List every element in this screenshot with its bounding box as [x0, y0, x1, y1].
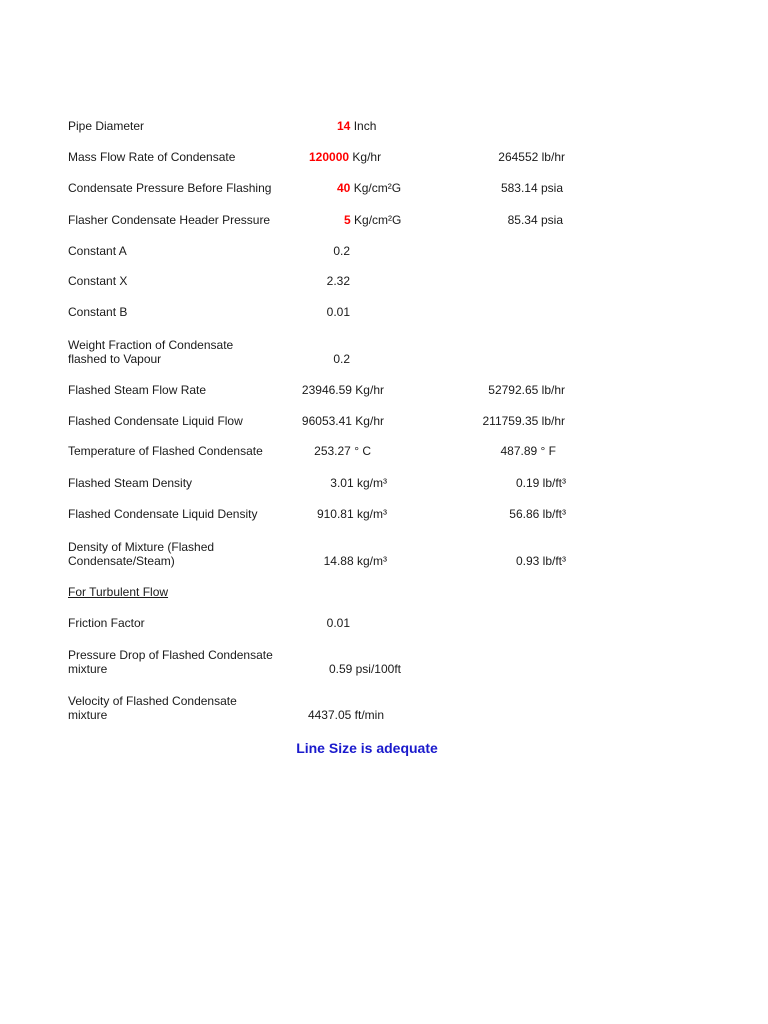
input-value: 14	[337, 119, 351, 133]
value-mixture-density: 14.88 kg/m³	[323, 554, 387, 568]
label-pressure-drop-line2: mixture	[68, 662, 108, 676]
label-mass-flow-rate: Mass Flow Rate of Condensate	[68, 150, 236, 164]
value-weight-fraction: 0.2	[333, 352, 350, 366]
label-velocity: Velocity of Flashed Condensate	[68, 694, 237, 708]
label-constant-b: Constant B	[68, 305, 128, 319]
alt-flashed-steam-flow: 52792.65 lb/hr	[488, 383, 565, 397]
label-mixture-density: Density of Mixture (Flashed	[68, 540, 215, 554]
value-liquid-flow: 96053.41 Kg/hr	[301, 414, 384, 428]
label-liquid-density: Flashed Condensate Liquid Density	[68, 507, 258, 521]
label-pressure-drop: Pressure Drop of Flashed Condensate	[68, 648, 273, 662]
result-message: Line Size is adequate	[296, 740, 438, 756]
input-condensate-pressure[interactable]	[337, 181, 401, 195]
unit: Kg/cm²G	[353, 181, 402, 195]
input-value: 120000	[309, 150, 350, 164]
value-steam-density: 3.01 kg/m³	[330, 476, 387, 490]
unit: Inch	[353, 119, 377, 133]
label-header-pressure: Flasher Condensate Header Pressure	[68, 213, 271, 227]
label-constant-x: Constant X	[68, 274, 128, 288]
label-friction-factor: Friction Factor	[68, 616, 145, 630]
value-constant-x: 2.32	[326, 274, 350, 288]
alt-header-pressure: 85.34 psia	[507, 213, 563, 227]
input-header-pressure[interactable]	[344, 213, 401, 227]
input-value: 5	[344, 213, 351, 227]
input-value: 40	[337, 181, 351, 195]
value-flashed-steam-flow: 23946.59 Kg/hr	[301, 383, 384, 397]
label-mixture-density-line2: Condensate/Steam)	[68, 554, 175, 568]
alt-mass-flow-rate: 264552 lb/hr	[498, 150, 565, 164]
value-temperature: 253.27 ° C	[314, 444, 371, 458]
alt-steam-density: 0.19 lb/ft³	[515, 476, 566, 490]
label-flashed-steam-flow: Flashed Steam Flow Rate	[68, 383, 207, 397]
label-pipe-diameter: Pipe Diameter	[68, 119, 145, 133]
alt-mixture-density: 0.93 lb/ft³	[515, 554, 566, 568]
unit: Kg/cm²G	[354, 213, 402, 227]
label-weight-fraction-line2: flashed to Vapour	[68, 352, 162, 366]
value-constant-a: 0.2	[333, 244, 350, 258]
section-heading-turbulent-flow: For Turbulent Flow	[68, 585, 169, 599]
alt-liquid-density: 56.86 lb/ft³	[509, 507, 566, 521]
input-pipe-diameter[interactable]	[337, 119, 376, 133]
alt-condensate-pressure: 583.14 psia	[500, 181, 563, 195]
label-constant-a: Constant A	[68, 244, 127, 258]
value-velocity: 4437.05 ft/min	[307, 708, 384, 722]
label-liquid-flow: Flashed Condensate Liquid Flow	[68, 414, 243, 428]
label-steam-density: Flashed Steam Density	[68, 476, 193, 490]
alt-temperature: 487.89 ° F	[500, 444, 556, 458]
label-temperature: Temperature of Flashed Condensate	[68, 444, 263, 458]
value-liquid-density: 910.81 kg/m³	[316, 507, 387, 521]
label-condensate-pressure: Condensate Pressure Before Flashing	[68, 181, 272, 195]
label-weight-fraction: Weight Fraction of Condensate	[68, 338, 234, 352]
unit: Kg/hr	[352, 150, 382, 164]
value-friction-factor: 0.01	[326, 616, 350, 630]
value-constant-b: 0.01	[326, 305, 350, 319]
value-pressure-drop: 0.59 psi/100ft	[328, 662, 401, 676]
label-velocity-line2: mixture	[68, 708, 108, 722]
input-mass-flow-rate[interactable]	[309, 150, 381, 164]
alt-liquid-flow: 211759.35 lb/hr	[482, 414, 565, 428]
